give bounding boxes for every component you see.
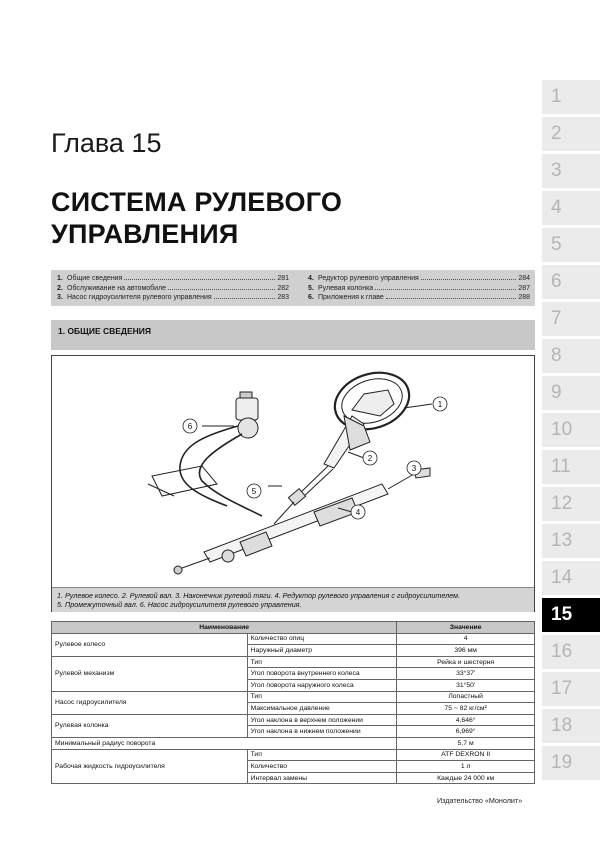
toc-entry[interactable]: 5. Рулевая колонка 287: [308, 284, 530, 292]
table-row: Рулевой механизм Тип Рейка и шестерня: [52, 656, 535, 668]
callout-4: 4: [355, 508, 361, 517]
callout-2: 2: [367, 454, 373, 463]
group-name: Минимальный радиус поворота: [52, 737, 397, 749]
chapter-label: Глава 15: [51, 128, 162, 158]
group-name: Рабочая жидкость гидроусилителя: [52, 749, 248, 784]
toc-entry[interactable]: 2. Обслуживание на автомобиле 282: [57, 284, 289, 292]
publisher-footer: Издательство «Монолит»: [437, 796, 523, 805]
chapter-tab-13[interactable]: 13: [542, 524, 600, 558]
title-line-1: СИСТЕМА РУЛЕВОГО: [51, 187, 343, 217]
chapter-tab-12[interactable]: 12: [542, 487, 600, 521]
chapter-tab-11[interactable]: 11: [542, 450, 600, 484]
callout-3: 3: [411, 464, 417, 473]
table-row: Количество 1 л: [52, 761, 535, 773]
chapter-tab-19[interactable]: 19: [542, 746, 600, 780]
chapter-tab-2[interactable]: 2: [542, 117, 600, 151]
title-line-2: УПРАВЛЕНИЯ: [51, 219, 239, 249]
section-heading-bar: [51, 320, 535, 350]
group-name: Рулевая колонка: [52, 714, 248, 737]
chapter-tab-9[interactable]: 9: [542, 376, 600, 410]
table-row: Наружный диаметр 396 мм: [52, 645, 535, 657]
chapter-tab-7[interactable]: 7: [542, 302, 600, 336]
callout-6: 6: [187, 422, 193, 431]
table-row: Рулевое колесо Количество опиц 4: [52, 633, 535, 645]
toc-entry[interactable]: 4. Редуктор рулевого управления 284: [308, 275, 530, 282]
chapter-tab-8[interactable]: 8: [542, 339, 600, 373]
chapter-tab-17[interactable]: 17: [542, 672, 600, 706]
chapter-tab-18[interactable]: 18: [542, 709, 600, 743]
table-row: Рулевая колонка Угол наклона в верхнем положении 4,646°: [52, 714, 535, 726]
table-row: Насос гидроусилителя Тип Лопастный: [52, 691, 535, 703]
chapter-tab-10[interactable]: 10: [542, 413, 600, 447]
table-row: Минимальный радиус поворота 5,7 м: [52, 737, 535, 749]
table-row: Угол наклона в нижнем положении 6,969°: [52, 726, 535, 738]
table-header-row: [52, 622, 535, 634]
table-row: Интервал замены Каждые 24 000 км: [52, 772, 535, 784]
header-name: Наименование: [52, 622, 397, 634]
toc-entry[interactable]: 1. Общие сведения 281: [57, 275, 289, 282]
section-heading: 1. ОБЩИЕ СВЕДЕНИЯ: [58, 326, 152, 336]
toc-left-column: [57, 275, 289, 304]
group-name: Рулевое колесо: [52, 633, 248, 656]
chapter-contents: [51, 270, 535, 306]
chapter-tab-16[interactable]: 16: [542, 635, 600, 669]
steering-system-figure: [51, 355, 535, 612]
chapter-tab-1[interactable]: 1: [542, 80, 600, 114]
chapter-tab-6[interactable]: 6: [542, 265, 600, 299]
toc-right-column: [308, 275, 530, 304]
header-value: Значение: [397, 622, 535, 634]
callout-1: 1: [437, 400, 443, 409]
group-name: Рулевой механизм: [52, 656, 248, 691]
figure-caption: 1. Рулевое колесо. 2. Рулевой вал. 3. Наконечник рулевой тяги. 4. Редуктор рулевого управления с гидроусилителем. 5. Промежуточный вал. 6. Насос гидроусилителя рулевого управления.: [52, 587, 534, 612]
chapter-tab-4[interactable]: 4: [542, 191, 600, 225]
toc-entry[interactable]: 6. Приложения к главе 288: [308, 294, 530, 301]
chapter-tab-5[interactable]: 5: [542, 228, 600, 262]
chapter-tab-15[interactable]: 15: [542, 598, 600, 632]
callout-5: 5: [251, 487, 257, 496]
table-row: Угол поворота наружного колеса 31°50': [52, 679, 535, 691]
chapter-title: [51, 186, 342, 250]
toc-entry[interactable]: 3. Насос гидроусилителя рулевого управления 283: [57, 294, 289, 301]
table-row: Максимальное давление 75 ~ 82 кг/см²: [52, 703, 535, 715]
chapter-tabs: [542, 80, 600, 783]
group-name: Насос гидроусилителя: [52, 691, 248, 714]
steering-system-illustration: [52, 356, 534, 587]
chapter-tab-3[interactable]: 3: [542, 154, 600, 188]
table-row: Рабочая жидкость гидроусилителя Тип ATF DEXRON II: [52, 749, 535, 761]
chapter-tab-14[interactable]: 14: [542, 561, 600, 595]
table-row: Угол поворота внутреннего колеса 33°37': [52, 668, 535, 680]
steering-spec-table: [51, 621, 535, 784]
